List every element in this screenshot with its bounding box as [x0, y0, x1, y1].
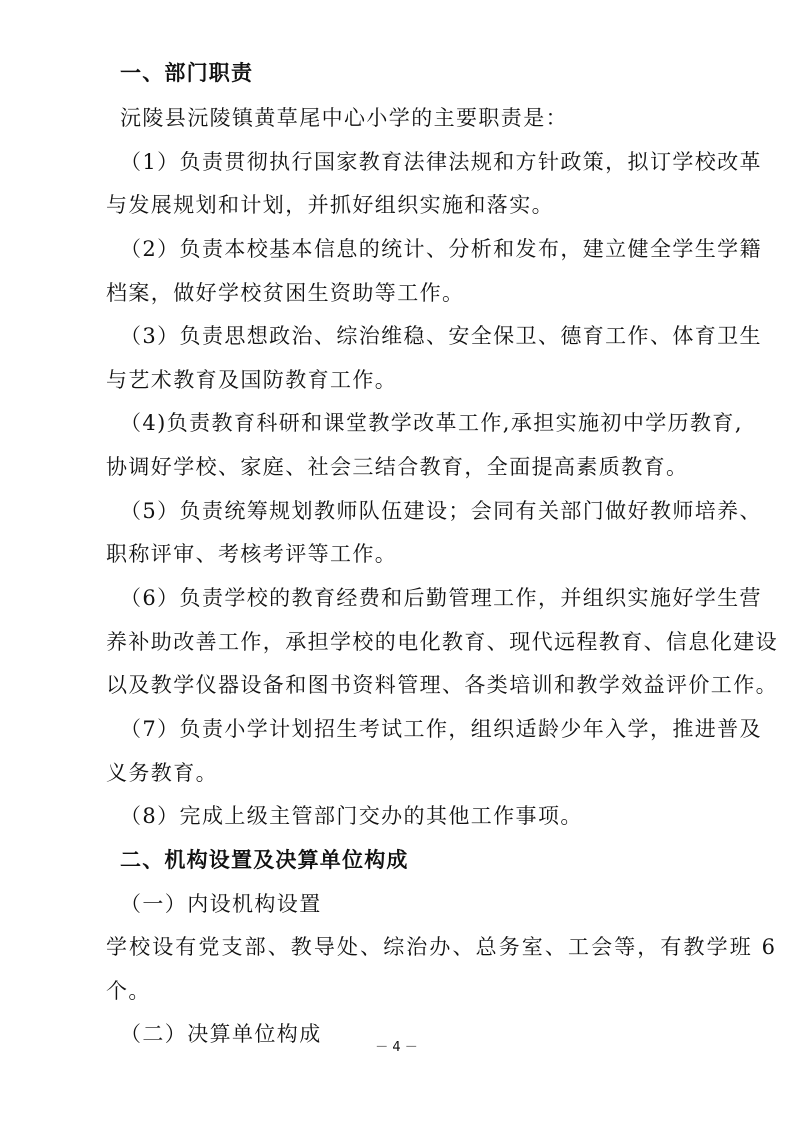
duty-2-line2: 档案，做好学校贫困生资助等工作。	[106, 281, 465, 305]
duty-1-line2: 与发展规划和计划，并抓好组织实施和落实。	[106, 193, 554, 217]
internal-structure-line2: 个。	[106, 979, 151, 1003]
duty-7-line2: 义务教育。	[106, 761, 218, 785]
page-number: － 4 －	[375, 1040, 418, 1055]
duty-6-line2: 养补助改善工作，承担学校的电化教育、现代远程教育、信息化建设	[106, 630, 778, 654]
section-heading-duties: 一、部门职责	[120, 61, 254, 85]
subsection-units-title: （二）决算单位构成	[120, 1022, 322, 1046]
duty-4-line1: （4)负责教育科研和课堂教学改革工作,承担实施初中学历教育,	[120, 411, 743, 435]
duty-6-line1: （6）负责学校的教育经费和后勤管理工作，并组织实施好学生营	[120, 586, 762, 610]
duty-5-line2: 职称评审、考核考评等工作。	[106, 542, 398, 566]
duty-3-line2: 与艺术教育及国防教育工作。	[106, 368, 398, 392]
duties-intro: 沅陵县沅陵镇黄草尾中心小学的主要职责是：	[120, 106, 568, 130]
duty-6-line3: 以及教学仪器设备和图书资料管理、各类培训和教学效益评价工作。	[106, 673, 778, 697]
subsection-internal-title: （一）内设机构设置	[120, 892, 322, 916]
section-heading-structure: 二、机构设置及决算单位构成	[120, 848, 409, 872]
duty-5-line1: （5）负责统筹规划教师队伍建设；会同有关部门做好教师培养、	[120, 499, 762, 523]
duty-2-line1: （2）负责本校基本信息的统计、分析和发布，建立健全学生学籍	[120, 237, 762, 261]
duty-3-line1: （3）负责思想政治、综治维稳、安全保卫、德育工作、体育卫生	[120, 324, 762, 348]
internal-structure-line1: 学校设有党支部、教导处、综治办、总务室、工会等，有教学班 6	[106, 935, 778, 959]
duty-8-line1: （8）完成上级主管部门交办的其他工作事项。	[120, 804, 583, 828]
duty-4-line2: 协调好学校、家庭、社会三结合教育，全面提高素质教育。	[106, 455, 689, 479]
duty-1-line1: （1）负责贯彻执行国家教育法律法规和方针政策，拟订学校改革	[120, 150, 762, 174]
duty-7-line1: （7）负责小学计划招生考试工作，组织适龄少年入学，推进普及	[120, 717, 762, 741]
